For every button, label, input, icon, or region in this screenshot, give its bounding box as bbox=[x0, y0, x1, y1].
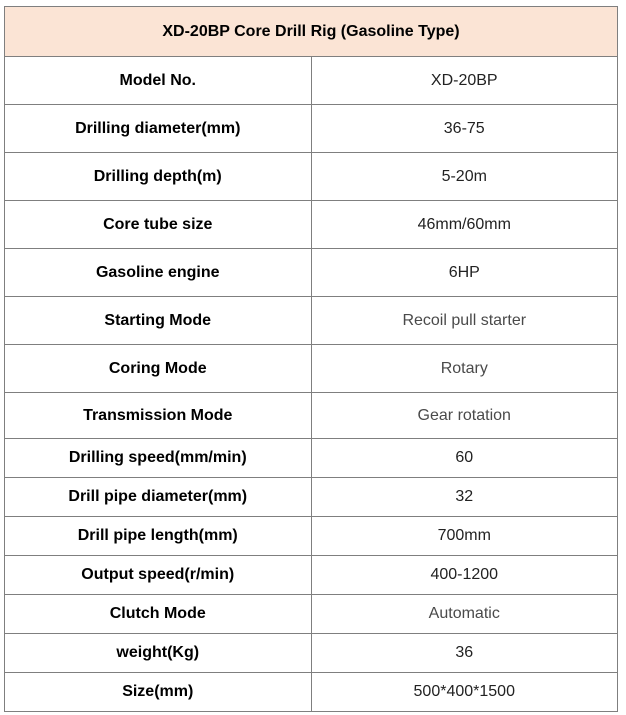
row-value: 36-75 bbox=[311, 105, 618, 153]
row-label: Starting Mode bbox=[5, 297, 312, 345]
row-label: Drilling depth(m) bbox=[5, 153, 312, 201]
table-row bbox=[5, 345, 618, 393]
row-value: 46mm/60mm bbox=[311, 201, 618, 249]
row-label: Drilling speed(mm/min) bbox=[5, 439, 312, 478]
title-row bbox=[5, 7, 618, 57]
table-row bbox=[5, 249, 618, 297]
row-label: Output speed(r/min) bbox=[5, 556, 312, 595]
row-value: 5-20m bbox=[311, 153, 618, 201]
row-value: 400-1200 bbox=[311, 556, 618, 595]
row-value: XD-20BP bbox=[311, 57, 618, 105]
row-value: Automatic bbox=[311, 595, 618, 634]
row-value: 700mm bbox=[311, 517, 618, 556]
row-value: Rotary bbox=[311, 345, 618, 393]
row-label: Model No. bbox=[5, 57, 312, 105]
row-label: Gasoline engine bbox=[5, 249, 312, 297]
row-label: Transmission Mode bbox=[5, 393, 312, 439]
table-row bbox=[5, 297, 618, 345]
row-value: Recoil pull starter bbox=[311, 297, 618, 345]
table-row bbox=[5, 556, 618, 595]
table-row bbox=[5, 105, 618, 153]
table-row bbox=[5, 201, 618, 249]
table-row bbox=[5, 153, 618, 201]
row-label: Core tube size bbox=[5, 201, 312, 249]
row-label: Clutch Mode bbox=[5, 595, 312, 634]
row-value: 36 bbox=[311, 634, 618, 673]
row-value: Gear rotation bbox=[311, 393, 618, 439]
row-label: Drill pipe length(mm) bbox=[5, 517, 312, 556]
table-row bbox=[5, 393, 618, 439]
row-label: Drilling diameter(mm) bbox=[5, 105, 312, 153]
row-value: 500*400*1500 bbox=[311, 673, 618, 712]
table-row bbox=[5, 673, 618, 712]
spec-table bbox=[4, 6, 618, 712]
row-value: 60 bbox=[311, 439, 618, 478]
row-label: Size(mm) bbox=[5, 673, 312, 712]
table-row bbox=[5, 634, 618, 673]
row-label: Coring Mode bbox=[5, 345, 312, 393]
row-label: weight(Kg) bbox=[5, 634, 312, 673]
row-value: 6HP bbox=[311, 249, 618, 297]
table-title: XD-20BP Core Drill Rig (Gasoline Type) bbox=[5, 7, 618, 57]
table-row bbox=[5, 439, 618, 478]
table-row bbox=[5, 478, 618, 517]
table-row bbox=[5, 57, 618, 105]
row-label: Drill pipe diameter(mm) bbox=[5, 478, 312, 517]
table-row bbox=[5, 595, 618, 634]
table-row bbox=[5, 517, 618, 556]
row-value: 32 bbox=[311, 478, 618, 517]
